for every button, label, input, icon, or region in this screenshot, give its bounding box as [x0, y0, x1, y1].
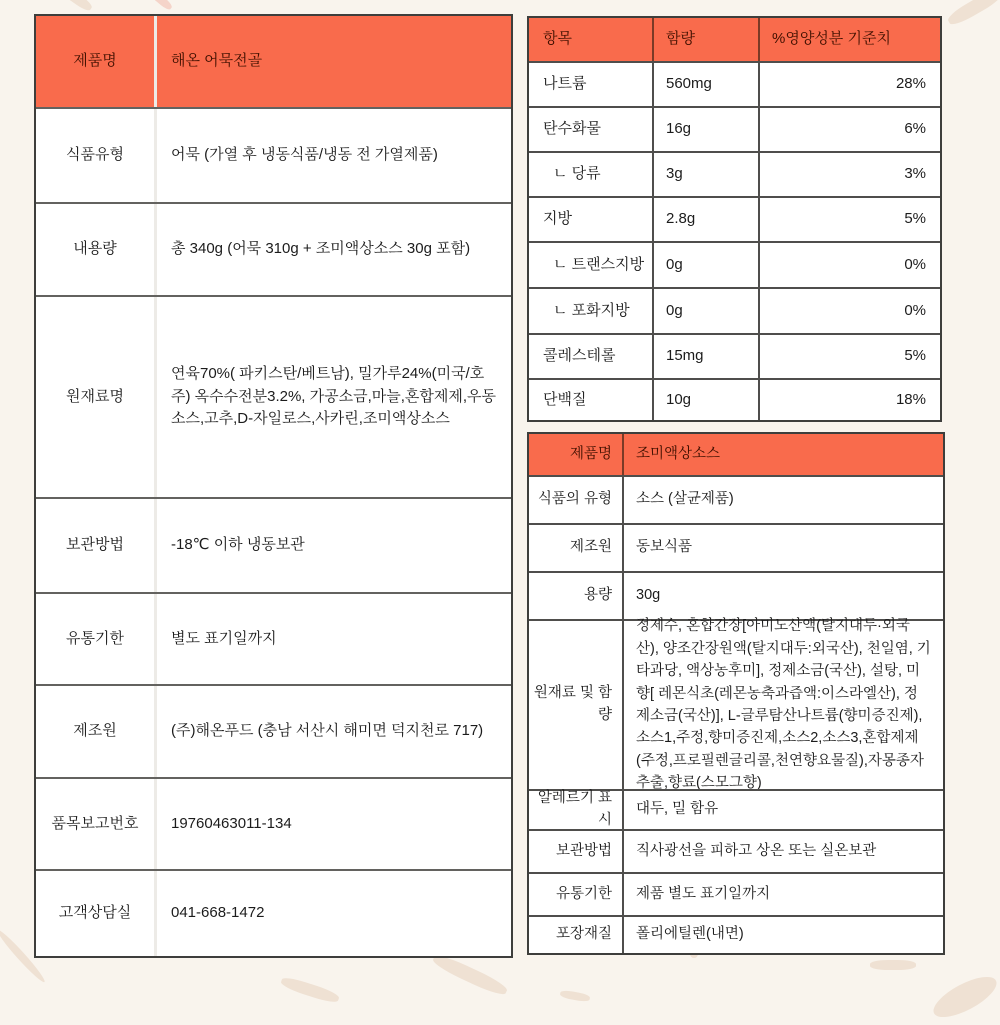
nutrient-amount: 10g: [654, 380, 760, 420]
row-label: 포장재질: [529, 917, 624, 953]
row-label: 식품유형: [36, 109, 157, 202]
row-value: 어묵 (가열 후 냉동식품/냉동 전 가열제품): [171, 146, 438, 164]
row-label: 원재료 및 함량: [529, 621, 624, 789]
column-header-percent: %영양성분 기준치: [772, 30, 891, 48]
paint-stroke-decoration: [148, 0, 173, 11]
table-row: [36, 295, 511, 497]
table-header-row: [529, 434, 943, 475]
paint-stroke-decoration: [928, 969, 1000, 1025]
row-label: 고객상담실: [36, 871, 157, 956]
paint-stroke-decoration: [560, 989, 591, 1002]
row-label: 용량: [529, 573, 624, 619]
row-value: 폴리에틸렌(내면): [636, 926, 744, 943]
table-row: [529, 872, 943, 915]
table-row: [36, 497, 511, 592]
table-row: [529, 618, 943, 792]
paint-stroke-decoration: [280, 975, 341, 1005]
paint-stroke-decoration: [870, 960, 916, 970]
row-label: 식품의 유형: [529, 477, 624, 523]
paint-stroke-decoration: [431, 952, 509, 998]
row-value: 연육70%( 파키스탄/베트남), 밀가루24%(미국/호주) 옥수수전분3.2%, 가공소금,마늘,혼합제제,우동소스,고추,D-자일로스,사카린,조미액상소스: [171, 365, 497, 428]
product-info-table: [34, 14, 513, 958]
row-value: 동보식품: [636, 539, 693, 556]
nutrition-facts-table: [527, 16, 942, 422]
nutrition-row: [529, 333, 940, 378]
row-value: 제품 별도 표기일까지: [636, 885, 771, 902]
nutrition-row: [529, 241, 940, 287]
nutrient-amount: 560mg: [654, 63, 760, 106]
nutrient-amount: 15mg: [654, 335, 760, 378]
table-header-row: [529, 18, 940, 61]
row-value: 30g: [636, 587, 661, 604]
nutrition-row: [529, 61, 940, 106]
table-row: [36, 107, 511, 202]
nutrient-name: 단백질: [529, 380, 654, 420]
nutrient-percent: 0%: [904, 301, 926, 319]
table-row: [36, 592, 511, 684]
table-row: [36, 202, 511, 295]
table-row: [529, 571, 943, 619]
row-value: (주)해온푸드 (충남 서산시 해미면 덕지천로 717): [171, 722, 484, 740]
table-row: [529, 829, 943, 872]
table-header-row: [36, 16, 511, 107]
row-value: 대두, 밀 함유: [636, 801, 719, 818]
nutrient-name: 콜레스테롤: [529, 335, 654, 378]
nutrient-percent: 6%: [904, 120, 926, 138]
row-label: 유통기한: [36, 594, 157, 684]
table-row: [36, 684, 511, 777]
nutrition-row: [529, 196, 940, 241]
row-label: 알레르기 표시: [529, 791, 624, 829]
table-row: [36, 777, 511, 869]
nutrient-percent: 18%: [895, 390, 926, 408]
row-value: -18℃ 이하 냉동보관: [171, 536, 305, 554]
row-label: 품목보고번호: [36, 779, 157, 869]
row-value: 직사광선을 피하고 상온 또는 실온보관: [636, 842, 877, 859]
table-row: [36, 869, 511, 956]
nutrient-name: 지방: [529, 198, 654, 241]
row-label: 유통기한: [529, 874, 624, 915]
product-name: 해온 어묵전골: [171, 52, 263, 70]
nutrient-amount: 2.8g: [654, 198, 760, 241]
nutrient-amount: 0g: [654, 243, 760, 287]
row-value: 별도 표기일까지: [171, 629, 277, 647]
sauce-name: 조미액상소스: [636, 445, 721, 462]
row-label: 내용량: [36, 204, 157, 295]
column-header-amount: 함량: [654, 18, 760, 61]
row-label: 제품명: [36, 16, 157, 107]
row-label: 원재료명: [36, 297, 157, 497]
nutrient-name: ㄴ 트랜스지방: [529, 243, 654, 287]
nutrition-row: [529, 287, 940, 333]
row-label: 제조원: [36, 686, 157, 777]
nutrient-percent: 5%: [904, 210, 926, 228]
nutrient-percent: 5%: [904, 347, 926, 365]
nutrient-name: 탄수화물: [529, 108, 654, 151]
paint-stroke-decoration: [946, 0, 1000, 28]
row-label: 보관방법: [529, 831, 624, 872]
nutrient-amount: 3g: [654, 153, 760, 196]
nutrition-row: [529, 106, 940, 151]
row-value: 소스 (살균제품): [636, 491, 734, 508]
nutrient-amount: 0g: [654, 289, 760, 333]
row-value: 정제수, 혼합간장[아미노산액(탈지대두·외국산), 양조간장원액(탈지대두:외국산), 천일염, 기타과당, 액상농후미], 정제소금(국산), 설탕, 미향[ 레몬식초(레몬농축과즙액:이스라엘산), 정제소금(국산)], L-글루탐산나트륨(향미증진제),소스1,주정,향미증진제,소스2,소스3,혼합제제(주정,프로필렌글리콜,천연향요물질),자몽종자추출,향료(스모그향): [636, 618, 931, 792]
nutrient-name: 나트륨: [529, 63, 654, 106]
row-label: 제품명: [529, 434, 624, 475]
table-row: [529, 475, 943, 523]
row-value: 총 340g (어묵 310g + 조미액상소스 30g 포함): [171, 240, 471, 258]
row-label: 제조원: [529, 525, 624, 571]
nutrition-row: [529, 151, 940, 196]
nutrient-name: ㄴ 포화지방: [529, 289, 654, 333]
nutrient-amount: 16g: [654, 108, 760, 151]
row-value: 19760463011-134: [171, 814, 292, 832]
nutrient-percent: 28%: [895, 75, 926, 93]
nutrient-name: ㄴ 당류: [529, 153, 654, 196]
paint-stroke-decoration: [60, 0, 94, 13]
column-header-item: 항목: [529, 18, 654, 61]
table-row: [529, 523, 943, 571]
table-row: [529, 915, 943, 953]
sauce-info-table: [527, 432, 945, 955]
nutrition-row: [529, 378, 940, 420]
nutrient-percent: 3%: [904, 165, 926, 183]
row-value: 041-668-1472: [171, 904, 265, 922]
table-row: [529, 789, 943, 829]
nutrient-percent: 0%: [904, 255, 926, 273]
row-label: 보관방법: [36, 499, 157, 592]
